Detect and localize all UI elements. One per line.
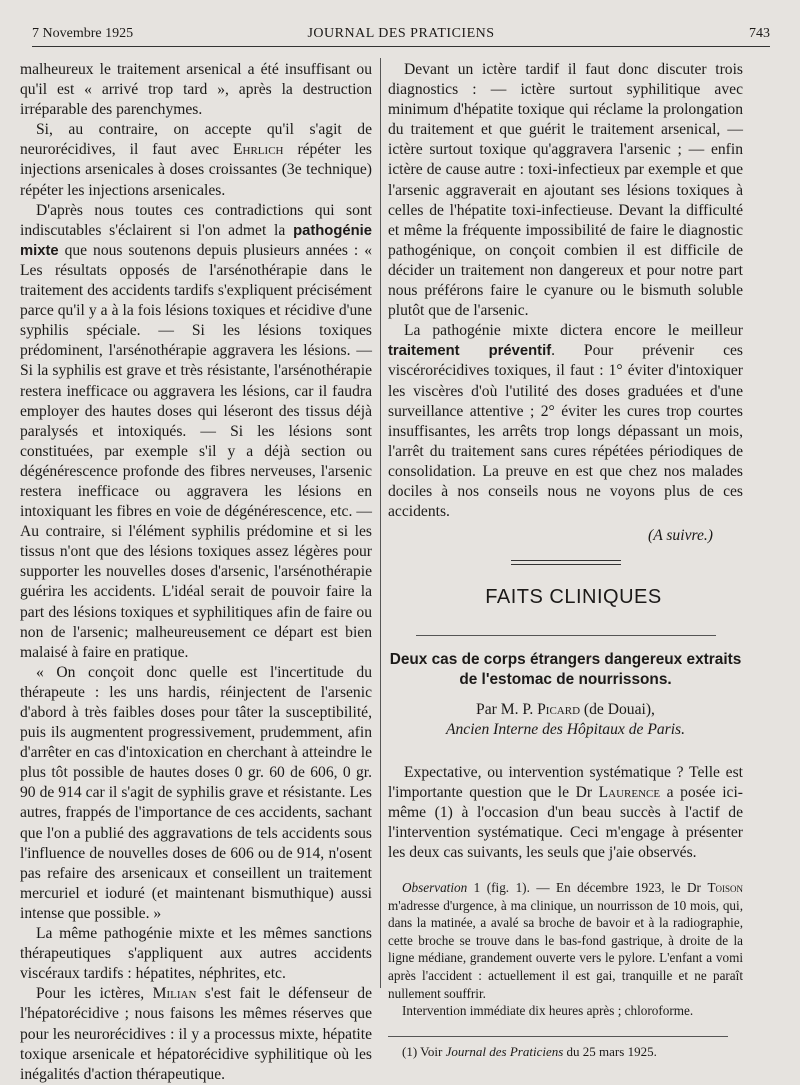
bold-term: pathogénie mixte [20, 222, 372, 259]
title-rule [416, 635, 716, 636]
section-separator [511, 560, 621, 565]
observation-block [388, 879, 743, 1020]
header-page-number: 743 [749, 26, 770, 41]
article-title: Deux cas de corps étrangers dangereux extraits de l'estomac de nourrissons. [389, 651, 742, 689]
author-name-milian: Milian [152, 985, 197, 1003]
footnote-rule [388, 1036, 728, 1037]
section-title: FAITS CLINIQUES [485, 586, 662, 609]
right-column [388, 60, 743, 1061]
footnote: (1) Voir Journal des Praticiens du 25 mars 1925. [402, 1043, 657, 1059]
observation-paragraph: Observation 1 (fig. 1). — En décembre 1923, le Dr Toison m'adresse d'urgence, à ma clinique, un nourrisson de 10 mois, qui, dans la matinée, a avalé sa broche de bavoir et à la radiographie, cette broche se trouve dans le bas-fond gastrique, à droite de la ligne médiane, grandement ouverte vers le pylore. L'enfant a vomi après l'accident : actuellement il est gai, tranquille et ne paraît nullement souffrir. [388, 880, 743, 1001]
header-date: 7 Novembre 1925 [32, 26, 134, 41]
to-be-continued: (A suivre.) [648, 527, 713, 545]
paragraph: La pathogénie mixte dictera encore le meilleur traitement préventif. Pour prévenir ces viscérorécidives toxiques, il faut : 1° éviter d'intoxiquer les viscères d'où l'utilité des doses graduées et d'une surveillance attentive ; 2° éviter les cures trop courtes insuffisantes, les arrêts trop longs dépassant un mois, l'arrêt du traitement sans cures répétées périodiques de consolidation. La preuve en est que chez nos malades dociles à nos conseils nous ne voyons plus de ces accidents. [388, 322, 743, 521]
paragraph: « On conçoit donc quelle est l'incertitude du thérapeute : les uns hardis, réinjectent de l'arsenic d'abord à très faibles doses pour tâter la susceptibilité, puis ils augmentent progressivement, prudemment, afin d'arrêter en cas d'intoxication en cherchant à atteindre le plus tôt possible de hautes doses 0 gr. 60 de 606, 0 gr. 90 de 914 car il s'agit de syphilis grave et résistante. Les autres, frappés de l'importance de ces accidents, sachant que l'on a publié des aggravations de tels accidents sous l'influence de nouvelles doses de 606 ou de 914, n'osent pas refaire des arsenicaux et conseillent un traitement mercuriel et ioduré (et maintenant bismuthique) aussi intense que possible. » [20, 663, 372, 922]
observation-paragraph: Intervention immédiate dix heures après ; chloroforme. [402, 1003, 694, 1019]
paragraph: malheureux le traitement arsenical a été insuffisant ou qu'il est « arrivé trop tard », après la destruction irréparable des parenchymes. [20, 61, 372, 119]
author-name-laurence: Laurence [598, 783, 661, 801]
paragraph: Expectative, ou intervention systématique ? Telle est l'importante question que le Dr Laurence a posée ici-même (1) à l'occasion d'un beau succès à l'actif de l'intervention systématique. Ceci m'engage à présenter les deux cas suivants, les seuls que j'aie observés. [388, 763, 743, 861]
article-author: Par M. P. Picard (de Douai), [476, 701, 655, 719]
paragraph: Devant un ictère tardif il faut donc discuter trois diagnostics : — ictère surtout syphilitique avec minimum d'hépatite toxique qui réclame la prolongation du traitement et que guérit le traitement arsenical, — ictère surtout toxique qu'aggravera l'arsenic ; — enfin ictère de cause autre : toxi-infectieux par exemple et que l'arsenic aggraverait en ajoutant ses lésions toxiques à celles de l'hépatite toxi-infectieuse. Devant la difficulté et même la fréquente impossibilité de faire le diagnostic pathogénique, on conçoit combien il est difficile de décider un traitement non dangereux et pour notre part nous préférons faire le cyanure ou le bismuth soluble plutôt que de l'arsenic. [388, 61, 743, 320]
paragraph: D'après nous toutes ces contradictions qui sont indiscutables s'éclairent si l'on admet la pathogénie mixte que nous soutenons depuis plusieurs années : « Les résultats opposés de l'arsénothérapie dans le traitement des accidents tardifs s'expliquent précisément parce qu'il y a à la fois lésions toxiques et récidive d'une syphilis spéciale. — Si les lésions toxiques prédominent, l'arsénothérapie aggravera les lésions. — Si la syphilis est grave et très résistante, l'arsénothérapie restera inefficace ou aggravera les lésions, car il faudra employer des hautes doses qui léseront des tissus déjà paralysés et intoxiqués. — Si les lésions sont constituées, par exemple s'il y a déjà section ou dégénérescence profonde des fibres nerveuses, l'arsenic restera inefficace ou aggravera les lésions en intoxiquant les fibres en voie de dégénérescence, etc. — Au contraire, si l'élément syphilis prédomine et si les tissus n'ont que des lésions toxiques assez légères pour supporter les nouvelles doses d'arsenic, l'arsénothérapie guérira les accidents. L'idéal serait de pouvoir faire la part des lésions toxiques et syphilitiques afin de faire ou non de l'arsenic; malheureusement ce départ est bien malaisé à faire en pratique. [20, 201, 372, 661]
paragraph: Pour les ictères, Milian s'est fait le défenseur de l'hépatorécidive ; nous faisons les mêmes réserves que pour les neurorécidives : il y a processus mixte, hépatite toxique arsenicale et hépatorécidive syphilitique où les inégalités d'action thérapeutique. [20, 985, 372, 1083]
bold-term: traitement préventif [388, 343, 552, 360]
author-name-ehrlich: Ehrlich [233, 141, 284, 159]
left-column [20, 60, 372, 1085]
paragraph: Si, au contraire, on accepte qu'il s'agit de neurorécidives, il faut avec Ehrlich répéter les injections arsenicales à doses croissantes (3e technique) répéter les injections arsenicales. [20, 121, 373, 199]
column-divider [380, 58, 381, 988]
running-header [32, 26, 770, 47]
author-affiliation: Ancien Interne des Hôpitaux de Paris. [445, 721, 686, 739]
paragraph: La même pathogénie mixte et les mêmes sanctions thérapeutiques s'appliquent aux autres accidents viscéraux tardifs : hépatites, néphrites, etc. [20, 925, 372, 983]
header-journal-title: JOURNAL DES PRATICIENS [307, 26, 495, 41]
